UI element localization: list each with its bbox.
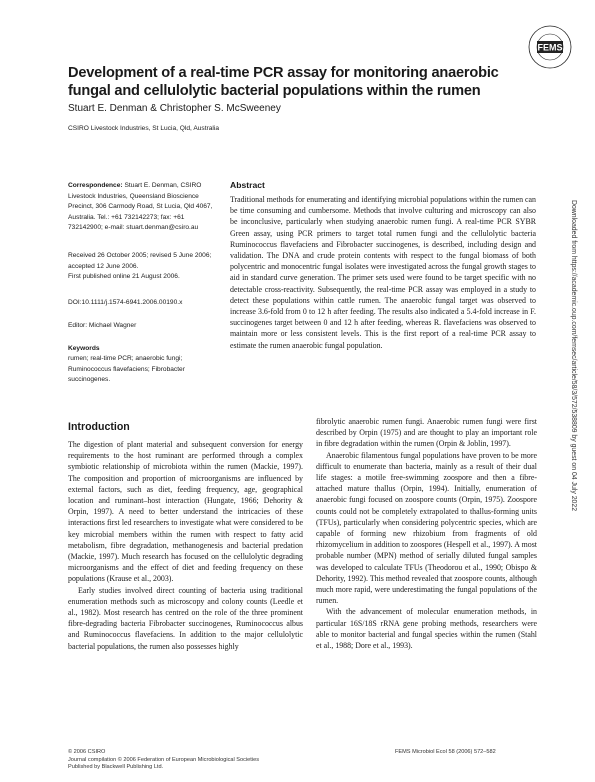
article-authors: Stuart E. Denman & Christopher S. McSweeney	[68, 103, 281, 114]
abstract-heading: Abstract	[230, 180, 265, 190]
intro-paragraph: Anaerobic filamentous fungal populations have proven to be more difficult to enumerate than bacteria, mainly as a result of their dual life stages: a motile free-swimming zoospore and then a fibre-attached mature thallus (Orpin, 1994). Initially, enumeration of anaerobic fungi focused on zoospore counts (Orpin, 1975). Zoospore counts could not be completely extrapolated to thallus-forming units (TFUs), particularly when considering polycentric species, which are capable of forming new rhizobium from fragments of old rhizomycelium in addition to zoospores (Hespell et al., 1997). A most probable number (MPN) method of serially diluted fungal samples was developed to calculate TFUs (Theodorou et al., 1990; Obispo & Dehority, 1992). This method revealed that zoospore counts, although much more rapid, were underestimating the fungal populations of the rumen.	[316, 450, 537, 606]
doi: DOI:10.1111/j.1574-6941.2006.00190.x	[68, 299, 183, 306]
intro-paragraph: fibrolytic anaerobic rumen fungi. Anaerobic rumen fungi were first described by Orpin (1975) and are thought to play an important role in fibre degradation within the rumen (Orpin & Joblin, 1997).	[316, 417, 537, 449]
introduction-heading: Introduction	[68, 421, 130, 433]
intro-column-1	[68, 439, 303, 652]
footer-citation: FEMS Microbiol Ecol 58 (2006) 572–582	[395, 749, 496, 755]
keywords-heading: Keywords	[68, 345, 100, 352]
download-note-text: Downloaded from https://academic.oup.com/femsec/article/58/3/572/538809 by guest on 04 July 2022	[570, 200, 577, 512]
intro-paragraph: Early studies involved direct counting of bacteria using traditional enumeration methods such as microscopy and colony counts (Leedle et al., 1982). Most research has centred on the role of the three prominent fibre-degrading bacteria Fibrobacter succinogenes, Ruminococcus albus and Ruminococcus flavefaciens. In addition to the major cellulolytic bacterial populations, the rumen also possesses highly	[68, 585, 303, 651]
fems-logo	[527, 24, 573, 70]
intro-column-2	[316, 416, 537, 651]
correspondence-block	[68, 181, 218, 234]
correspondence-label: Correspondence:	[68, 182, 123, 189]
article-title: Development of a real-time PCR assay for monitoring anaerobic fungal and cellulolytic bacterial populations within the rumen	[68, 65, 499, 99]
editor: Editor: Michael Wagner	[68, 322, 137, 329]
copyright-line: © 2006 CSIRO	[68, 749, 106, 755]
footer-copyright	[68, 749, 259, 772]
fems-logo-text: FEMS	[537, 42, 563, 53]
compilation-line: Journal compilation © 2006 Federation of European Microbiological Societies	[68, 756, 259, 763]
intro-paragraph: With the advancement of molecular enumeration methods, in particular 16S/18S rRNA gene probing methods, researchers were able to monitor bacterial and fungal species within the rumen (Stahl et al., 1988; Dore et al., 1993).	[316, 607, 537, 651]
received-dates: Received 26 October 2005; revised 5 June 2006; accepted 12 June 2006.	[68, 252, 212, 270]
publisher-line: Published by Blackwell Publishing Ltd.	[68, 764, 164, 770]
intro-paragraph: The digestion of plant material and subsequent conversion for energy requirements to the host ruminant are performed through a complex symbiotic relationship of microbiota within the rumen (Mackie, 1997). The composition and proportion of microorganisms are influenced by external factors, such as diet, feeding frequency, age, geographical location and ruminant–host interaction (Hungate, 1966; Dehority & Orpin, 1997). A need to better understand the intricacies of these interactions first led researchers to investigate what were considered to be key microbial members within the rumen with respect to fatty acid metabolism, fibre degradation, methanogenesis and bacterial predation (Mackie, 1997). Much research has focused on the cellulolytic degrading microorganisms and the effect of diet and feeding frequency on these populations (Krause et al., 2003).	[68, 440, 303, 584]
published-date: First published online 21 August 2006.	[68, 273, 180, 280]
correspondence-text: Stuart E. Denman, CSIRO Livestock Industries, Queensland Bioscience Precinct, 306 Carmody Road, St Lucia, Qld 4067, Australia. Tel.: +61 732142273; fax: +61 732142900; e-mail: stuart.denman@csiro.au	[68, 182, 213, 231]
keywords-list: rumen; real-time PCR; anaerobic fungi; Ruminococcus flavefaciens; Fibrobacter succinogenes.	[68, 355, 185, 383]
download-note	[567, 200, 579, 680]
abstract-text: Traditional methods for enumerating and identifying microbial populations within the rumen can be time consuming and cumbersome. Methods that involve culturing and microscopy can also be inconclusive, particularly when studying anaerobic rumen fungi. A real-time PCR SYBR Green assay, using PCR primers to target total rumen fungi and the cellulolytic bacteria Ruminococcus flavefaciens and Fibrobacter succinogenes, is described, including design and validation. The DNA and crude protein contents with respect to the fungal biomass of both polycentric and monocentric fungal isolates were investigated across the fungal growth stages to aid in standard curve generation. The primer sets used were found to be target specific with no detectable cross-reactivity. Subsequently, the real-time PCR assay was employed in a study to detect these populations within cattle rumen. The anaerobic fungal target was observed to increase 3.6-fold from 0 to 12 h after feeding. The results also indicated a 5.4-fold increase in F. succinogenes target between 0 and 12 h after feeding, whereas R. flavefaciens was observed to maintain more or less consistent levels. This is the first report of a real-time PCR assay to estimate the rumen anaerobic fungal population.	[230, 195, 536, 350]
article-affiliation: CSIRO Livestock Industries, St Lucia, Qld, Australia	[68, 125, 219, 132]
